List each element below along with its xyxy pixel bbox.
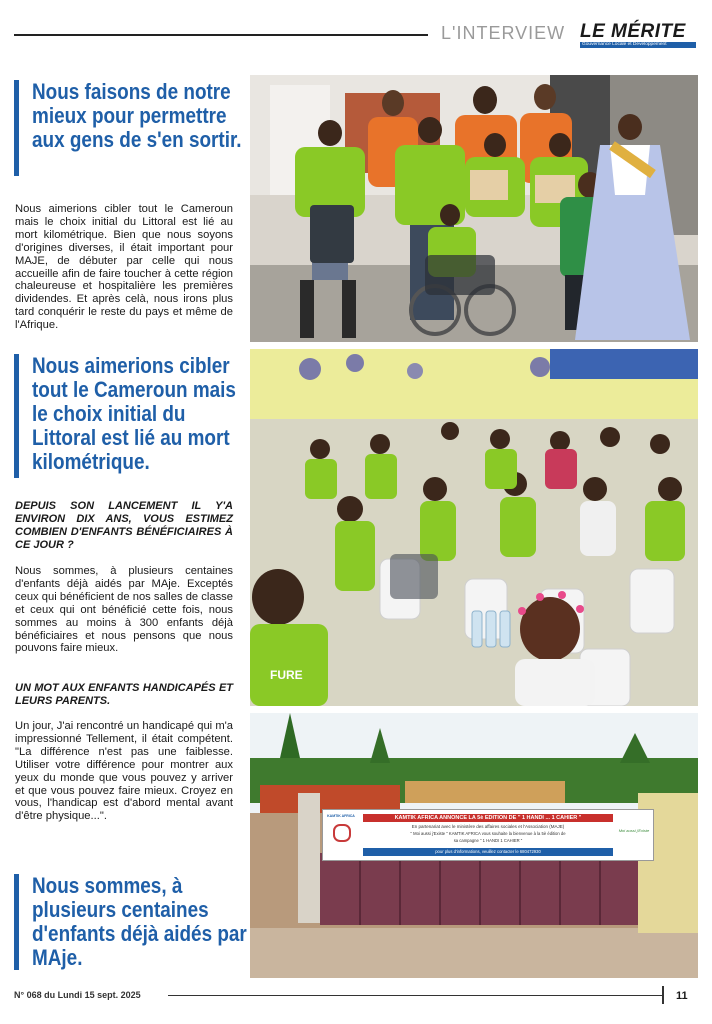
banner-line-3: sa campagne " 1 HANDI 1 CAHIER "	[453, 838, 523, 843]
banner-logo-right: Moi aussi j'Existe	[618, 828, 650, 833]
pull-quote-2	[14, 354, 282, 478]
pull-quote-1	[14, 80, 282, 176]
shirt-text: FURE	[270, 668, 303, 682]
banner-line-2: " Moi aussi j'Existe " KAMTIK AFRICA vous souhaite la bienvenue à la 5è édition de	[410, 831, 566, 836]
interview-question-2: UN MOT AUX ENFANTS HANDICAPÉS ET LEURS PARENTS.	[15, 682, 233, 707]
header-rule	[14, 34, 428, 36]
accessibility-icon	[333, 824, 351, 842]
logo-text: LE MÉRITE	[580, 21, 686, 42]
photo-group-illustration	[250, 75, 698, 342]
pull-quote-text: Nous faisons de notre mieux pour permettre aux gens de s'en sortir.	[32, 79, 242, 152]
paragraph-2: Nous sommes, à plusieurs centaines d'enfants déjà aidés par MAje. Exceptés ceux qui bénéficient de nos salles de classe et ceux qui ont bénéficié cette fois, nous sommes au moins à 300 enfants déjà bénéficiaires et nous pensons que nous pouvons faire mieux.	[15, 565, 233, 655]
photo-hall-children	[250, 349, 698, 706]
photo-hall-illustration	[250, 349, 698, 706]
footer-rule	[168, 995, 662, 996]
banner-logo-left: KAMTIK AFRICA	[327, 814, 355, 818]
section-title: L'INTERVIEW	[441, 23, 566, 43]
footer-divider	[662, 986, 664, 1004]
page-number: 11	[676, 990, 688, 1002]
paragraph-1: Nous aimerions cibler tout le Cameroun mais le choix initial du Littoral est lié au mort kilométrique. Bien que nous soyons d'origines diverses, il était important pour MAJE, de débuter par celle qui nous accueille afin de faire toucher à cette région chaleureuse et hospitalière les premières dividendes. Et après celà, nous irons plus tard conquérir le reste du pays et même de l'Afrique.	[15, 203, 233, 332]
event-banner	[322, 809, 654, 861]
banner-contact: pour plus d'informations, veuillez contacter le 680472930	[363, 848, 613, 856]
pull-quote-text: Nous aimerions cibler tout le Cameroun mais le choix initial du Littoral est lié au mort kilométrique.	[32, 353, 236, 474]
paragraph-3: Un jour, J'ai rencontré un handicapé qui m'a impressionné Tellement, il était compétent. "La différence n'est pas une faiblesse. Utiliser votre différence pour montrer aux yeux du monde que vous pouvez y arriver et que vous pouvez faire mieux. Croyez en vous, l'handicap est d'abord mental avant d'être physique...".	[15, 720, 233, 823]
publication-logo	[580, 22, 696, 50]
photo-gate-banner	[250, 713, 698, 978]
pull-quote-text: Nous sommes, à plusieurs centaines d'enfants déjà aidés par MAje.	[32, 873, 247, 970]
interview-question-1: DEPUIS SON LANCEMENT IL Y'A ENVIRON DIX ANS, VOUS ESTIMEZ COMBIEN D'ENFANTS BÉNÉFICIAIRES À CE JOUR ?	[15, 500, 233, 551]
banner-title: KAMTIK AFRICA ANNONCE LA 5è EDITION DE " 1 HANDI ... 1 CAHIER "	[363, 814, 613, 822]
pull-quote-3	[14, 874, 282, 970]
banner-line-1: En partenariat avec le ministère des affaires sociales et l'Association (MAJE)	[411, 824, 565, 829]
logo-tagline: Gouvernance Locale et Développement	[580, 42, 696, 48]
photo-group-beneficiaries	[250, 75, 698, 342]
issue-info: N° 068 du Lundi 15 sept. 2025	[14, 990, 141, 1000]
